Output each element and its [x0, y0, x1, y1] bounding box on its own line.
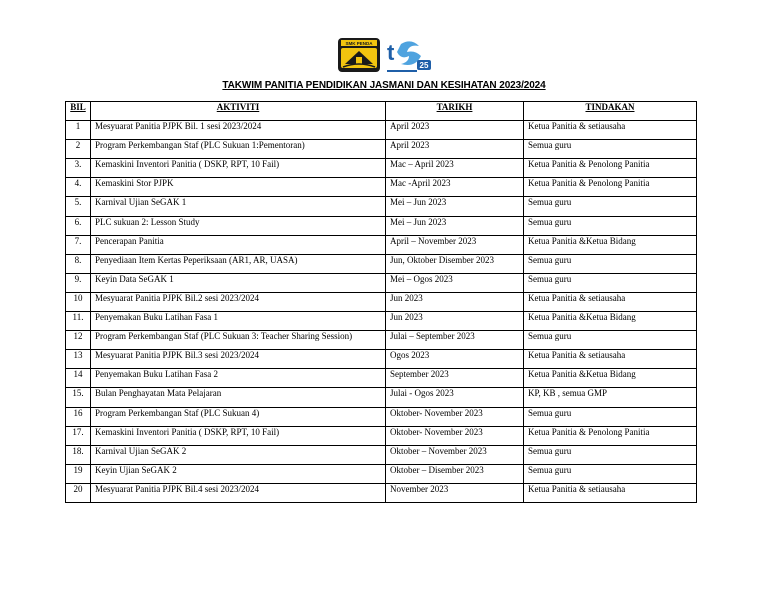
tarikh-cell: Julai - Ogos 2023	[386, 388, 524, 407]
bil-cell: 5.	[66, 197, 91, 216]
tindakan-cell: Ketua Panitia & Penolong Panitia	[524, 426, 697, 445]
aktiviti-cell: Karnival Ujian SeGAK 2	[91, 445, 386, 464]
table-row	[66, 426, 697, 445]
tindakan-cell: Ketua Panitia & Penolong Panitia	[524, 159, 697, 178]
aktiviti-cell: Kemaskini Stor PJPK	[91, 178, 386, 197]
svg-text:25: 25	[419, 61, 429, 70]
table-row	[66, 407, 697, 426]
tindakan-cell: Ketua Panitia & setiausaha	[524, 483, 697, 502]
header-tarikh: TARIKH	[386, 102, 524, 121]
bil-cell: 17.	[66, 426, 91, 445]
aktiviti-cell: Kemaskini Inventori Panitia ( DSKP, RPT, 10 Fail)	[91, 159, 386, 178]
aktiviti-cell: Bulan Penghayatan Mata Pelajaran	[91, 388, 386, 407]
bil-cell: 20	[66, 483, 91, 502]
aktiviti-cell: Program Perkembangan Staf (PLC Sukuan 1:Pementoran)	[91, 140, 386, 159]
bil-cell: 1	[66, 121, 91, 140]
aktiviti-cell: Pencerapan Panitia	[91, 235, 386, 254]
tindakan-cell: Semua guru	[524, 464, 697, 483]
aktiviti-cell: Mesyuarat Panitia PJPK Bil.4 sesi 2023/2024	[91, 483, 386, 502]
table-header-row	[66, 102, 697, 121]
tindakan-cell: Semua guru	[524, 445, 697, 464]
aktiviti-cell: Penyediaan Item Kertas Peperiksaan (AR1, AR, UASA)	[91, 254, 386, 273]
aktiviti-cell: Mesyuarat Panitia PJPK Bil.3 sesi 2023/2024	[91, 350, 386, 369]
tarikh-cell: April 2023	[386, 140, 524, 159]
aktiviti-cell: Keyin Ujian SeGAK 2	[91, 464, 386, 483]
tarikh-cell: Oktober – November 2023	[386, 445, 524, 464]
header-aktiviti: AKTIVITI	[91, 102, 386, 121]
tarikh-cell: April 2023	[386, 121, 524, 140]
table-row	[66, 140, 697, 159]
tarikh-cell: November 2023	[386, 483, 524, 502]
bil-cell: 14	[66, 369, 91, 388]
aktiviti-cell: Program Perkembangan Staf (PLC Sukuan 3: Teacher Sharing Session)	[91, 331, 386, 350]
table-row	[66, 331, 697, 350]
aktiviti-cell: Keyin Data SeGAK 1	[91, 273, 386, 292]
tarikh-cell: Mei – Jun 2023	[386, 197, 524, 216]
tarikh-cell: Mac – April 2023	[386, 159, 524, 178]
aktiviti-cell: Mesyuarat Panitia PJPK Bil. 1 sesi 2023/2024	[91, 121, 386, 140]
bil-cell: 9.	[66, 273, 91, 292]
bil-cell: 19	[66, 464, 91, 483]
tindakan-cell: Ketua Panitia & Penolong Panitia	[524, 178, 697, 197]
tindakan-cell: Ketua Panitia &Ketua Bidang	[524, 312, 697, 331]
table-row	[66, 350, 697, 369]
bil-cell: 15.	[66, 388, 91, 407]
header-logos	[337, 36, 433, 74]
bil-cell: 10	[66, 292, 91, 311]
tarikh-cell: April – November 2023	[386, 235, 524, 254]
bil-cell: 7.	[66, 235, 91, 254]
tarikh-cell: Ogos 2023	[386, 350, 524, 369]
bil-cell: 18.	[66, 445, 91, 464]
table-body	[66, 121, 697, 503]
takwim-table	[65, 101, 697, 503]
page-title: TAKWIM PANITIA PENDIDIKAN JASMANI DAN KESIHATAN 2023/2024	[222, 80, 546, 91]
tindakan-cell: Semua guru	[524, 407, 697, 426]
bil-cell: 16	[66, 407, 91, 426]
tindakan-cell: Semua guru	[524, 140, 697, 159]
tarikh-cell: Mac -April 2023	[386, 178, 524, 197]
tindakan-cell: Semua guru	[524, 273, 697, 292]
bil-cell: 4.	[66, 178, 91, 197]
tarikh-cell: Jun 2023	[386, 292, 524, 311]
tindakan-cell: Semua guru	[524, 197, 697, 216]
table-row	[66, 197, 697, 216]
tarikh-cell: Oktober – Disember 2023	[386, 464, 524, 483]
tindakan-cell: Ketua Panitia & setiausaha	[524, 350, 697, 369]
aktiviti-cell: Karnival Ujian SeGAK 1	[91, 197, 386, 216]
tindakan-cell: Ketua Panitia &Ketua Bidang	[524, 369, 697, 388]
bil-cell: 13	[66, 350, 91, 369]
table-row	[66, 178, 697, 197]
tarikh-cell: Oktober- November 2023	[386, 426, 524, 445]
ts25-logo	[385, 36, 433, 74]
aktiviti-cell: Penyemakan Buku Latihan Fasa 1	[91, 312, 386, 331]
tindakan-cell: Ketua Panitia &Ketua Bidang	[524, 235, 697, 254]
tarikh-cell: Mei – Jun 2023	[386, 216, 524, 235]
table-row	[66, 312, 697, 331]
tarikh-cell: Jun 2023	[386, 312, 524, 331]
bil-cell: 2	[66, 140, 91, 159]
aktiviti-cell: Program Perkembangan Staf (PLC Sukuan 4)	[91, 407, 386, 426]
tindakan-cell: KP, KB , semua GMP	[524, 388, 697, 407]
school-crest-logo	[337, 37, 381, 73]
header-tindakan: TINDAKAN	[524, 102, 697, 121]
bil-cell: 3.	[66, 159, 91, 178]
tarikh-cell: Oktober- November 2023	[386, 407, 524, 426]
tindakan-cell: Semua guru	[524, 331, 697, 350]
tarikh-cell: Mei – Ogos 2023	[386, 273, 524, 292]
table-row	[66, 159, 697, 178]
bil-cell: 11.	[66, 312, 91, 331]
table-row	[66, 445, 697, 464]
table-row	[66, 273, 697, 292]
tindakan-cell: Semua guru	[524, 254, 697, 273]
bil-cell: 12	[66, 331, 91, 350]
aktiviti-cell: Kemaskini Inventori Panitia ( DSKP, RPT, 10 Fail)	[91, 426, 386, 445]
svg-text:SMK PENDA: SMK PENDA	[345, 41, 373, 46]
table-row	[66, 292, 697, 311]
header-bil: BIL	[66, 102, 91, 121]
svg-text:t: t	[387, 40, 395, 65]
aktiviti-cell: Mesyuarat Panitia PJPK Bil.2 sesi 2023/2024	[91, 292, 386, 311]
aktiviti-cell: PLC sukuan 2: Lesson Study	[91, 216, 386, 235]
table-row	[66, 483, 697, 502]
table-row	[66, 254, 697, 273]
bil-cell: 6.	[66, 216, 91, 235]
tindakan-cell: Ketua Panitia & setiausaha	[524, 121, 697, 140]
tarikh-cell: September 2023	[386, 369, 524, 388]
table-row	[66, 388, 697, 407]
bil-cell: 8.	[66, 254, 91, 273]
table-row	[66, 121, 697, 140]
tindakan-cell: Semua guru	[524, 216, 697, 235]
aktiviti-cell: Penyemakan Buku Latihan Fasa 2	[91, 369, 386, 388]
table-row	[66, 216, 697, 235]
tarikh-cell: Jun, Oktober Disember 2023	[386, 254, 524, 273]
table-row	[66, 235, 697, 254]
table-row	[66, 464, 697, 483]
tarikh-cell: Julai – September 2023	[386, 331, 524, 350]
tindakan-cell: Ketua Panitia & setiausaha	[524, 292, 697, 311]
table-row	[66, 369, 697, 388]
